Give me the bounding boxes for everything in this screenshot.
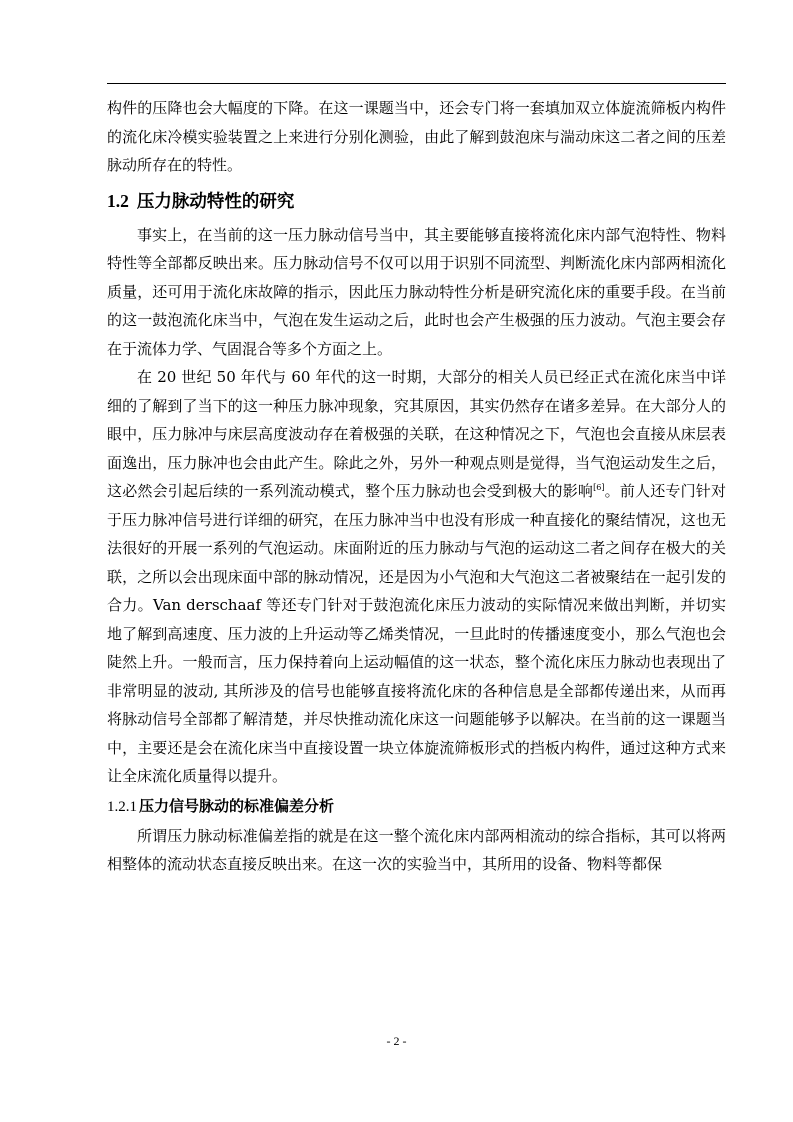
page-body bbox=[107, 94, 726, 879]
paragraph-history bbox=[107, 363, 726, 791]
citation-ref: [6] bbox=[593, 483, 605, 492]
paragraph-standard-deviation: 所谓压力脉动标准偏差指的就是在这一整个流化床内部两相流动的综合指标，其可以将两相整体的流动状态直接反映出来。在这一次的实验当中，其所用的设备、物料等都保 bbox=[107, 826, 726, 873]
paragraph-history-part1: 在 20 世纪 50 年代与 60 年代的这一时期，大部分的相关人员已经正式在流化床当中详细的了解到了当下的这一种压力脉冲现象，究其原因，其实仍然存在诸多差异。在大部分人的眼中，压力脉冲与床层高度波动存在着极强的关联，在这种情况之下，气泡也会直接从床层表面逸出，压力脉冲也会由此产生。除此之外，另外一种观点则是觉得，当气泡运动发生之后，这必然会引起后续的一系列流动模式，整个压力脉动也会受到极大的影响 bbox=[107, 368, 726, 500]
paragraph-pressure-signal: 事实上，在当前的这一压力脉动信号当中，其主要能够直接将流化床内部气泡特性、物料特性等全部都反映出来。压力脉动信号不仅可以用于识别不同流型、判断流化床内部两相流化质量，还可用于流化床故障的指示，因此压力脉动特性分析是研究流化床的重要手段。在当前的这一鼓泡流化床当中，气泡在发生运动之后，此时也会产生极强的压力波动。气泡主要会存在于流体力学、气固混合等多个方面之上。 bbox=[107, 225, 726, 358]
subsection-title: 压力信号脉动的标准偏差分析 bbox=[139, 796, 335, 815]
section-heading bbox=[107, 186, 726, 217]
header-rule bbox=[107, 83, 726, 84]
paragraph-history-part2: 。前人还专门针对于压力脉冲信号进行详细的研究，在压力脉冲当中也没有形成一种直接化的聚结情况，这也无法很好的开展一系列的气泡运动。床面附近的压力脉动与气泡的运动这二者之间存在极大的关联，之所以会出现床面中部的脉动情况，还是因为小气泡和大气泡这二者被聚结在一起引发的合力。Van derschaaf 等还专门针对于鼓泡流化床压力波动的实际情况来做出判断，并切实地了解到高速度、压力波的上升运动等乙烯类情况，一旦此时的传播速度变小，那么气泡也会陡然上升。一般而言，压力保持着向上运动幅值的这一状态，整个流化床压力脉动也表现出了非常明显的波动, 其所涉及的信号也能够直接将流化床的各种信息是全部都传递出来，从而再将脉动信号全部都了解清楚，并尽快推动流化床这一问题能够予以解决。在当前的这一课题当中，主要还是会在流化床当中直接设置一块立体旋流筛板形式的挡板内构件，通过这种方式来让全床流化质量得以提升。 bbox=[107, 482, 726, 785]
paragraph-continuation: 构件的压降也会大幅度的下降。在这一课题当中，还会专门将一套填加双立体旋流筛板内构件的流化床冷模实验装置之上来进行分别化测验，由此了解到鼓泡床与湍动床这二者之间的压差脉动所存在的特性。 bbox=[107, 99, 726, 174]
page-number: - 2 - bbox=[386, 1034, 407, 1048]
subsection-heading bbox=[107, 791, 726, 822]
section-number: 1.2 bbox=[107, 190, 129, 211]
section-title: 压力脉动特性的研究 bbox=[136, 191, 295, 212]
subsection-number: 1.2.1 bbox=[107, 798, 137, 815]
